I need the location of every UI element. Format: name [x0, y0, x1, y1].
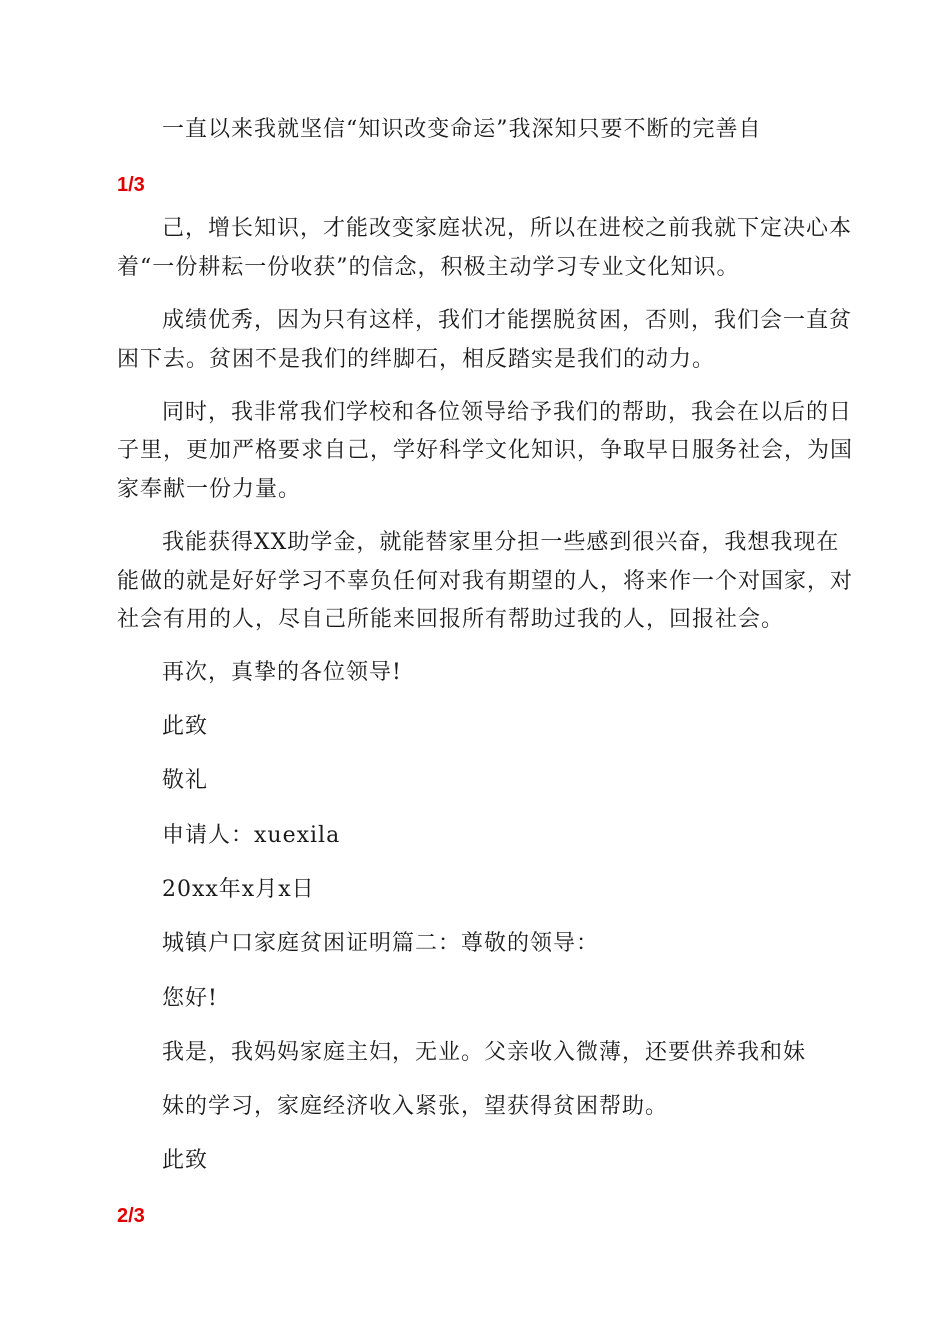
text-line: 您好! — [162, 986, 218, 1011]
text-line: 困下去。贫困不是我们的绊脚石，相反踏实是我们的动力。 — [117, 347, 716, 372]
text-line: 子里，更加严格要求自己，学好科学文化知识，争取早日服务社会，为国 — [117, 438, 854, 463]
text-line: 我是，我妈妈家庭主妇，无业。父亲收入微薄，还要供养我和妹 — [162, 1040, 807, 1065]
text-line: 申请人：xuexila — [162, 823, 341, 848]
text-line: 此致 — [162, 714, 209, 739]
page-marker-1: 1/3 — [117, 174, 145, 196]
text-line: 再次，真挚的各位领导! — [162, 660, 402, 685]
text-line: 敬礼 — [162, 768, 209, 793]
text-line: 城镇户口家庭贫困证明篇二：尊敬的领导： — [162, 931, 600, 956]
text-line: 社会有用的人，尽自己所能来回报所有帮助过我的人，回报社会。 — [117, 607, 785, 632]
text-line: 此致 — [162, 1148, 209, 1173]
text-line: 同时，我非常我们学校和各位领导给予我们的帮助，我会在以后的日 — [162, 400, 853, 425]
page-marker-2: 2/3 — [117, 1205, 145, 1227]
text-line: 20xx年x月x日 — [162, 877, 315, 902]
text-line: 妹的学习，家庭经济收入紧张，望获得贫困帮助。 — [162, 1094, 669, 1119]
text-line: 能做的就是好好学习不辜负任何对我有期望的人，将来作一个对国家，对 — [117, 569, 854, 594]
text-line: 我能获得XX助学金，就能替家里分担一些感到很兴奋，我想我现在 — [162, 530, 840, 555]
text-line: 己，增长知识，才能改变家庭状况，所以在进校之前我就下定决心本 — [162, 216, 853, 241]
text-line: 着“一份耕耘一份收获”的信念，积极主动学习专业文化知识。 — [117, 255, 740, 280]
text-line: 成绩优秀，因为只有这样，我们才能摆脱贫困，否则，我们会一直贫 — [162, 308, 853, 333]
text-line: 家奉献一份力量。 — [117, 477, 302, 502]
text-line: 一直以来我就坚信“知识改变命运”我深知只要不断的完善自 — [162, 117, 762, 142]
